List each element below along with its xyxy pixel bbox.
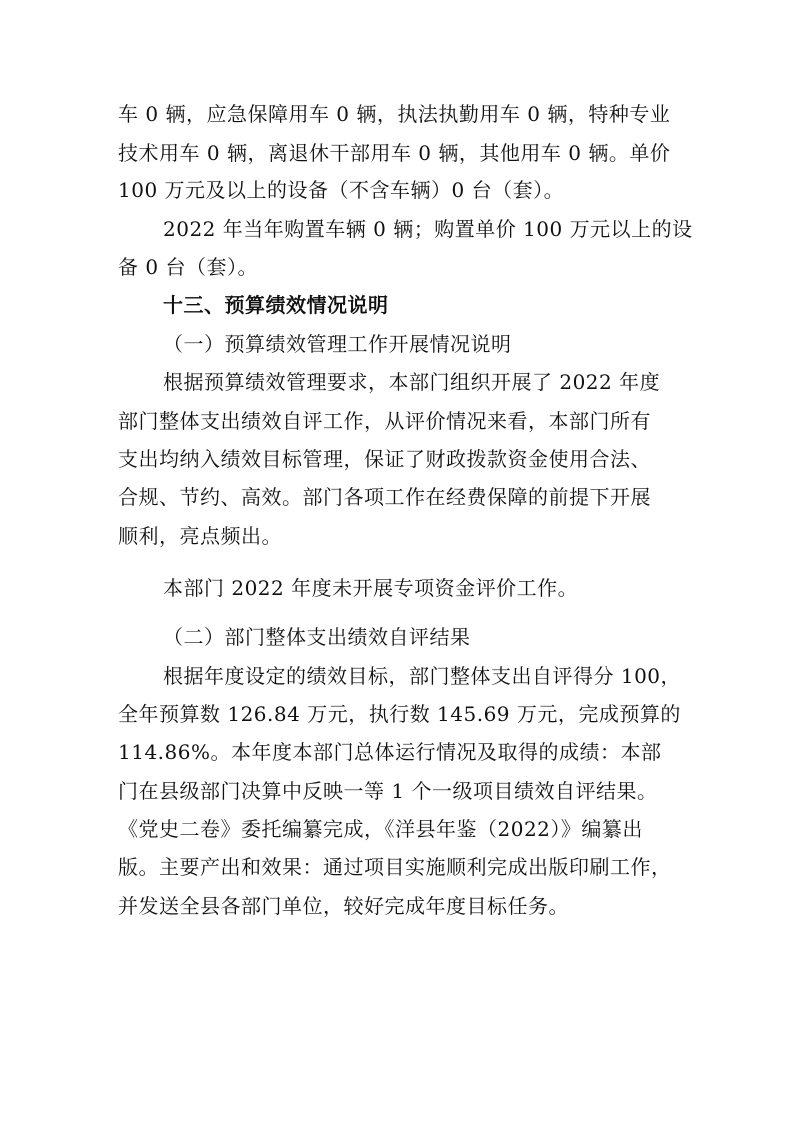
paragraph-line: 部门整体支出绩效自评工作，从评价情况来看，本部门所有 [118, 409, 651, 433]
paragraph-line: 本部门 2022 年度未开展专项资金评价工作。 [163, 576, 579, 600]
paragraph-line: 根据预算绩效管理要求，本部门组织开展了 2022 年度 [163, 370, 661, 394]
paragraph-line: 顺利，亮点频出。 [118, 524, 282, 548]
paragraph-line: 版。主要产出和效果：通过项目实施顺利完成出版印刷工作， [118, 855, 672, 879]
subsection-heading: （二）部门整体支出绩效自评结果 [163, 625, 471, 649]
paragraph-line: 车 0 辆，应急保障用车 0 辆，执法执勤用车 0 辆，特种专业 [118, 102, 671, 126]
section-heading: 十三、预算绩效情况说明 [163, 293, 389, 317]
paragraph-line: 114.86%。本年度本部门总体运行情况及取得的成绩：本部 [118, 740, 662, 764]
paragraph-line: 支出均纳入绩效目标管理，保证了财政拨款资金使用合法、 [118, 447, 651, 471]
paragraph-line: 技术用车 0 辆，离退休干部用车 0 辆，其他用车 0 辆。单价 [118, 141, 671, 165]
paragraph-line: 2022 年当年购置车辆 0 辆；购置单价 100 万元以上的设 [163, 217, 693, 241]
subsection-heading: （一）预算绩效管理工作开展情况说明 [163, 332, 512, 356]
paragraph-line: 并发送全县各部门单位，较好完成年度目标任务。 [118, 894, 569, 918]
paragraph-line: 门在县级部门决算中反映一等 1 个一级项目绩效自评结果。 [118, 779, 658, 803]
paragraph-line: 备 0 台（套）。 [118, 255, 258, 279]
paragraph-line: 全年预算数 126.84 万元，执行数 145.69 万元，完成预算的 [118, 702, 681, 726]
paragraph-line: 《党史二卷》委托编纂完成，《洋县年鉴（2022）》编纂出 [118, 817, 643, 841]
paragraph-line: 100 万元及以上的设备（不含车辆）0 台（套）。 [118, 178, 565, 202]
paragraph-line: 合规、节约、高效。部门各项工作在经费保障的前提下开展 [118, 485, 651, 509]
paragraph-line: 根据年度设定的绩效目标，部门整体支出自评得分 100， [163, 664, 682, 688]
